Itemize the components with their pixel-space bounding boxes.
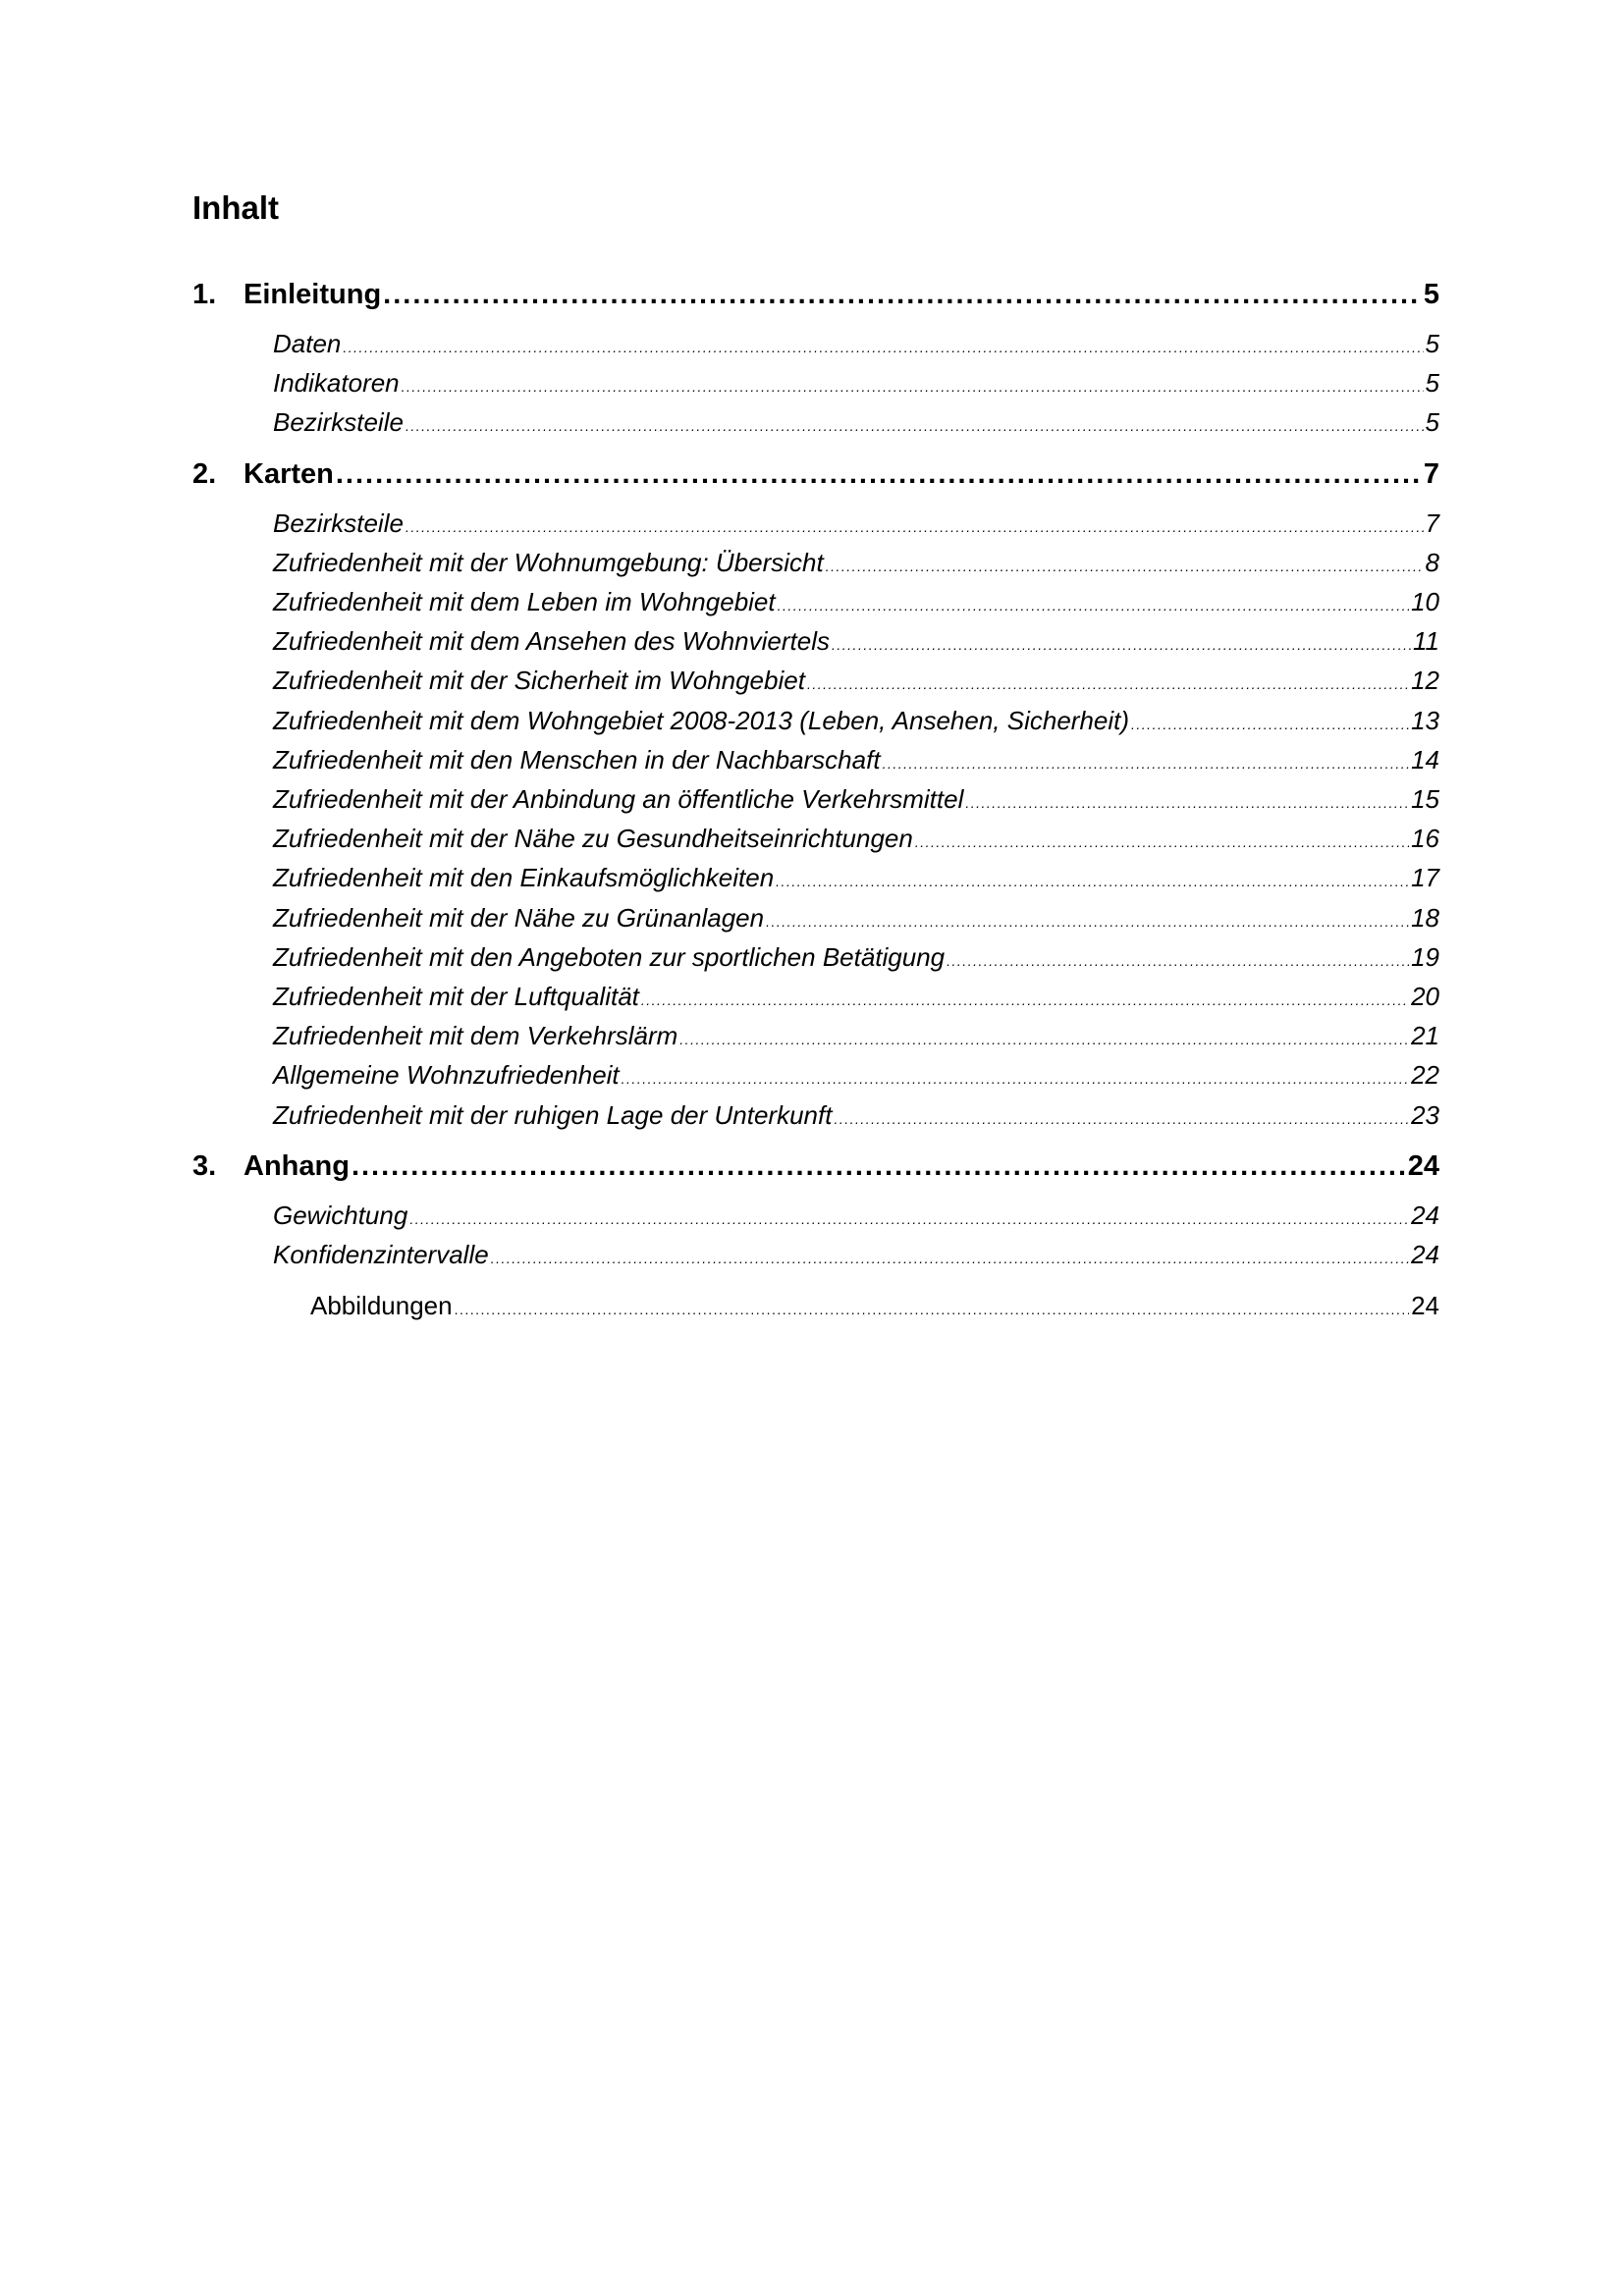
page-number: 21 xyxy=(1411,1021,1439,1051)
toc-chapter-karten[interactable] xyxy=(192,454,1439,494)
toc-title: Inhalt xyxy=(192,189,279,226)
page-number: 23 xyxy=(1411,1099,1439,1130)
entry-label: Zufriedenheit mit den Menschen in der Nachbarschaft xyxy=(273,744,881,774)
dot-leader xyxy=(947,939,1409,979)
dot-leader xyxy=(622,1057,1409,1096)
toc-entry[interactable] xyxy=(192,623,1439,663)
toc-entry[interactable] xyxy=(192,900,1439,939)
page-number: 24 xyxy=(1407,1149,1439,1182)
entry-label: Allgemeine Wohnzufriedenheit xyxy=(273,1060,620,1091)
chapter-label: Einleitung xyxy=(244,279,382,310)
dot-leader xyxy=(766,900,1409,939)
toc-entry[interactable] xyxy=(192,781,1439,821)
page-number: 5 xyxy=(1423,279,1439,310)
toc-entry-konfidenzintervalle[interactable] xyxy=(192,1237,1439,1276)
dot-leader xyxy=(336,454,1422,494)
entry-label: Bezirksteile xyxy=(273,507,404,538)
page-number: 22 xyxy=(1411,1060,1439,1091)
page-number: 16 xyxy=(1411,824,1439,854)
entry-label: Zufriedenheit mit dem Wohngebiet 2008-2013 (Leben, Ansehen, Sicherheit) xyxy=(273,705,1130,735)
toc-entry-abbildungen[interactable] xyxy=(192,1288,1439,1327)
entry-label: Zufriedenheit mit den Einkaufsmöglichkeiten xyxy=(273,863,775,893)
dot-leader xyxy=(409,1198,1409,1237)
dot-leader xyxy=(832,623,1411,663)
entry-label: Bezirksteile xyxy=(273,407,404,438)
dot-leader xyxy=(776,860,1409,899)
page-number: 5 xyxy=(1425,368,1439,399)
dot-leader xyxy=(834,1097,1409,1137)
page-number: 24 xyxy=(1411,1240,1439,1270)
entry-label: Zufriedenheit mit der ruhigen Lage der Unterkunft xyxy=(273,1099,833,1130)
toc-chapter-anhang[interactable] xyxy=(192,1147,1439,1186)
page-number: 24 xyxy=(1411,1200,1439,1230)
entry-label: Zufriedenheit mit dem Verkehrslärm xyxy=(273,1021,678,1051)
entry-label: Zufriedenheit mit der Anbindung an öffentliche Verkehrsmittel xyxy=(273,784,964,815)
dot-leader xyxy=(1131,703,1409,742)
dot-leader xyxy=(915,821,1409,860)
page-number: 7 xyxy=(1423,457,1439,490)
page-number: 7 xyxy=(1425,507,1439,538)
page-number: 8 xyxy=(1425,547,1439,577)
entry-label: Zufriedenheit mit der Sicherheit im Wohngebiet xyxy=(273,666,805,696)
page-number: 12 xyxy=(1411,666,1439,696)
dot-leader xyxy=(826,545,1424,584)
dot-leader xyxy=(491,1237,1409,1276)
toc-entry[interactable] xyxy=(192,1018,1439,1057)
entry-label: Gewichtung xyxy=(273,1200,408,1230)
entry-label: Indikatoren xyxy=(273,368,400,399)
toc-entry[interactable] xyxy=(192,821,1439,860)
page-number: 5 xyxy=(1425,329,1439,358)
chapter-number: 2. xyxy=(192,457,217,490)
toc-entry-gewichtung[interactable] xyxy=(192,1198,1439,1237)
dot-leader xyxy=(343,326,1423,365)
toc-entry[interactable] xyxy=(192,663,1439,702)
entry-label: Zufriedenheit mit der Nähe zu Grünanlagen xyxy=(273,902,765,933)
dot-leader xyxy=(402,365,1424,404)
page-number: 18 xyxy=(1411,902,1439,933)
toc-entry-indikatoren[interactable] xyxy=(192,365,1439,404)
dot-leader xyxy=(679,1018,1409,1057)
page-number: 14 xyxy=(1411,744,1439,774)
dot-leader xyxy=(965,781,1409,821)
page-number: 5 xyxy=(1425,407,1439,438)
toc-entry-daten[interactable] xyxy=(192,326,1439,365)
chapter-number: 3. xyxy=(192,1149,217,1182)
entry-label: Zufriedenheit mit dem Leben im Wohngebiet xyxy=(273,587,776,617)
entry-label: Zufriedenheit mit dem Ansehen des Wohnviertels xyxy=(273,626,830,657)
toc-entry[interactable] xyxy=(192,742,1439,781)
toc-entry[interactable] xyxy=(192,939,1439,979)
dot-leader xyxy=(778,584,1409,623)
dot-leader xyxy=(406,404,1424,444)
toc-entry[interactable] xyxy=(192,860,1439,899)
entry-label: Zufriedenheit mit der Nähe zu Gesundheitseinrichtungen xyxy=(273,824,913,854)
chapter-label: Anhang xyxy=(244,1149,350,1182)
page-number: 17 xyxy=(1411,863,1439,893)
entry-label: Konfidenzintervalle xyxy=(273,1240,489,1270)
page-number: 11 xyxy=(1413,626,1439,657)
page-number: 20 xyxy=(1411,982,1439,1012)
toc-entry[interactable] xyxy=(192,545,1439,584)
entry-label: Daten xyxy=(273,329,342,358)
toc-entry-bezirksteile[interactable] xyxy=(192,404,1439,444)
dot-leader xyxy=(455,1288,1410,1327)
page-number: 15 xyxy=(1411,784,1439,815)
toc-chapter-einleitung[interactable] xyxy=(192,275,1439,314)
toc-entry[interactable] xyxy=(192,506,1439,545)
entry-label: Zufriedenheit mit der Wohnumgebung: Übersicht xyxy=(273,547,824,577)
dot-leader xyxy=(807,663,1409,702)
dot-leader xyxy=(352,1147,1406,1186)
entry-label: Zufriedenheit mit den Angeboten zur sportlichen Betätigung xyxy=(273,941,946,972)
toc-entry[interactable] xyxy=(192,584,1439,623)
toc-entry[interactable] xyxy=(192,979,1439,1018)
chapter-number: 1. xyxy=(192,279,217,310)
table-of-contents xyxy=(192,275,1439,1327)
toc-entry[interactable] xyxy=(192,1097,1439,1137)
dot-leader xyxy=(883,742,1410,781)
dot-leader xyxy=(383,275,1422,314)
page-number: 13 xyxy=(1411,705,1439,735)
dot-leader xyxy=(641,979,1409,1018)
entry-label: Abbildungen xyxy=(310,1291,453,1321)
toc-entry[interactable] xyxy=(192,703,1439,742)
dot-leader xyxy=(406,506,1424,545)
page-number: 24 xyxy=(1411,1291,1439,1321)
page-number: 19 xyxy=(1411,941,1439,972)
entry-label: Zufriedenheit mit der Luftqualität xyxy=(273,982,639,1012)
toc-entry[interactable] xyxy=(192,1057,1439,1096)
page-number: 10 xyxy=(1411,587,1439,617)
chapter-label: Karten xyxy=(244,457,334,490)
